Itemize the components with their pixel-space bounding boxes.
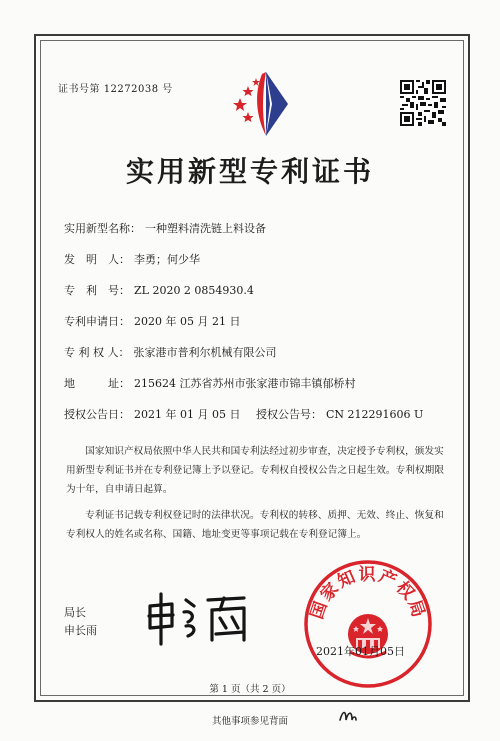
- patent-number-value: ZL 2020 2 0854930.4: [134, 284, 254, 297]
- grant-date-value: 2021 年 01 月 05 日: [134, 408, 241, 421]
- field-grant-number: [256, 406, 423, 422]
- inventor-label: 发 明 人：: [64, 253, 130, 266]
- utility-model-name-value: 一种塑料清洗链上料设备: [145, 222, 266, 235]
- field-utility-model-name: [64, 220, 266, 236]
- address-value: 215624 江苏省苏州市张家港市锦丰镇郁桥村: [134, 377, 356, 390]
- grant-number-label: 授权公告号：: [256, 408, 322, 421]
- certificate-number-suffix: 号: [162, 84, 173, 95]
- field-grant-date: [64, 406, 240, 422]
- cnipa-logo-icon: [226, 68, 298, 140]
- address-label: 地 址：: [64, 377, 130, 390]
- director-signature-icon: [140, 590, 260, 646]
- field-filing-date: [64, 313, 240, 329]
- field-inventor: [64, 251, 200, 267]
- field-patentee: [64, 344, 277, 360]
- seal-date: 2021年01月05日: [316, 645, 405, 658]
- director-name: 申长雨: [64, 624, 97, 637]
- director-title: 局长: [64, 606, 86, 619]
- patent-number-label: 专 利 号：: [64, 284, 130, 297]
- filing-date-label: 专利申请日：: [64, 315, 130, 328]
- certificate-title: 实用新型专利证书: [125, 155, 374, 188]
- handwritten-mark-icon: [338, 706, 358, 724]
- footer-note: 其他事项参见背面: [211, 716, 288, 727]
- certificate-number-value: 12272038: [103, 84, 159, 95]
- certificate-number: [58, 80, 173, 95]
- inventor-value: 李勇；何少华: [134, 253, 200, 266]
- patentee-value: 张家港市普利尔机械有限公司: [133, 346, 277, 359]
- filing-date-value: 2020 年 05 月 21 日: [134, 315, 241, 328]
- page-number: 第 1 页（共 2 页）: [209, 684, 291, 695]
- utility-model-name-label: 实用新型名称：: [64, 222, 141, 235]
- cnipa-official-seal-icon: [300, 556, 436, 692]
- qr-code-icon: [400, 80, 446, 126]
- legal-status-paragraph: 专利证书记载专利权登记时的法律状况。专利权的转移、质押、无效、终止、恢复和专利权人的姓名或名称、国籍、地址变更等事项记载在专利登记簿上。: [66, 510, 444, 540]
- grant-number-value: CN 212291606 U: [326, 408, 424, 421]
- patentee-label: 专 利 权 人：: [64, 346, 130, 359]
- grant-date-label: 授权公告日：: [64, 408, 130, 421]
- certificate-number-label: 证书号第: [58, 84, 100, 95]
- svg-text:国家知识产权局: 国家知识产权局: [307, 565, 429, 622]
- field-patent-number: [64, 282, 254, 298]
- field-address: [64, 375, 356, 391]
- grant-statement-paragraph: 国家知识产权局依照中华人民共和国专利法经过初步审查，决定授予专利权，颁发实用新型专利证书并在专利登记簿上予以登记。专利权自授权公告之日起生效。专利权期限为十年，自申请日起算。: [66, 446, 445, 495]
